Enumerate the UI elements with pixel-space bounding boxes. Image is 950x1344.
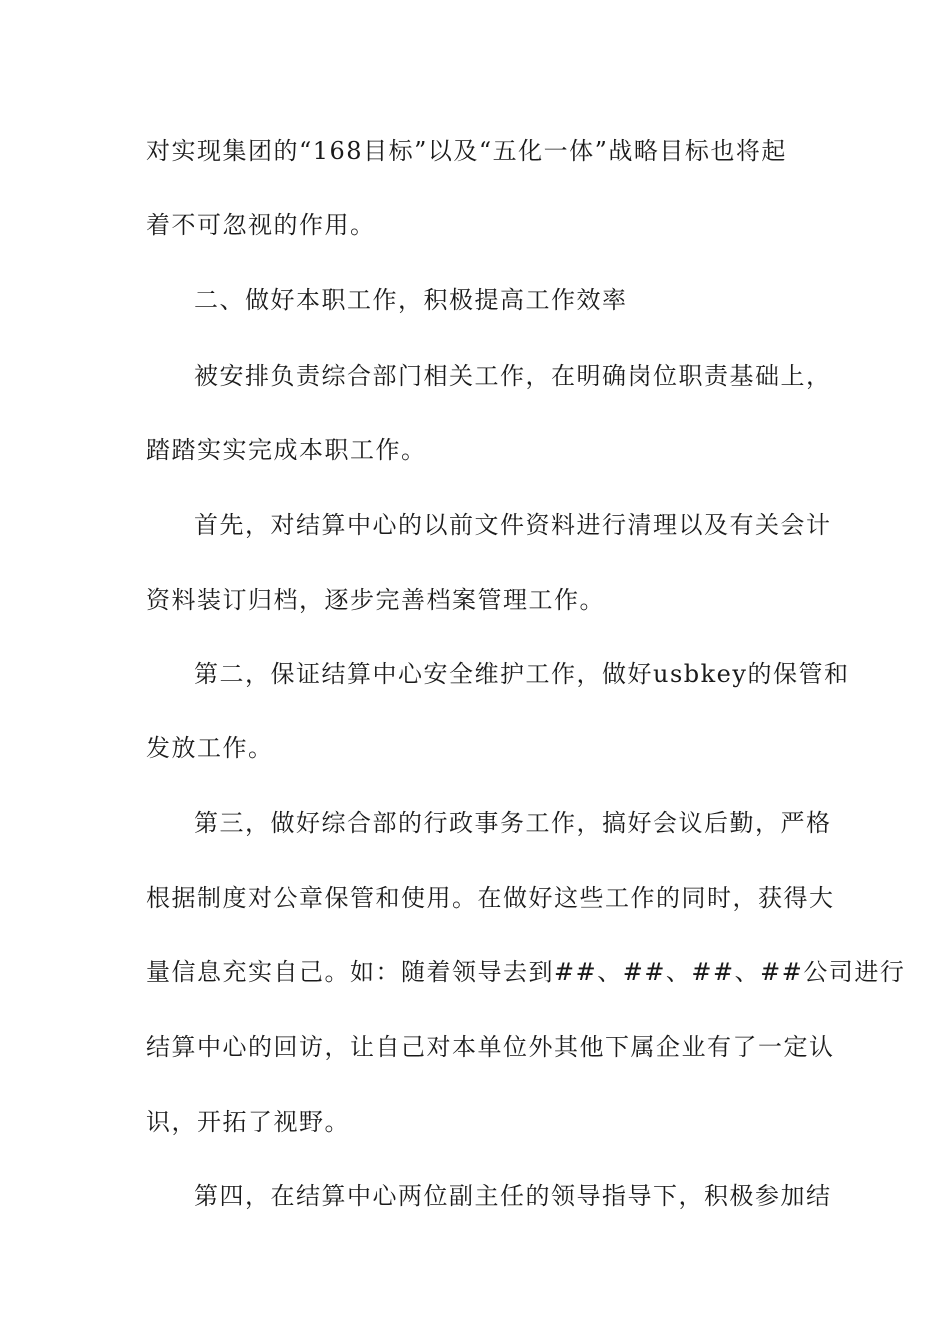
text-line: 量信息充实自己。如：随着领导去到##、##、##、##公司进行 bbox=[146, 958, 906, 986]
text-line: 首先，对结算中心的以前文件资料进行清理以及有关会计 bbox=[194, 511, 832, 539]
text-line: 第二，保证结算中心安全维护工作，做好usbkey的保管和 bbox=[194, 660, 850, 688]
text-line: 结算中心的回访，让自己对本单位外其他下属企业有了一定认 bbox=[146, 1033, 835, 1061]
section-heading: 二、做好本职工作，积极提高工作效率 bbox=[194, 286, 628, 314]
text-line: 资料装订归档，逐步完善档案管理工作。 bbox=[146, 586, 605, 614]
text-line: 识，开拓了视野。 bbox=[146, 1108, 350, 1136]
text-line: 踏踏实实完成本职工作。 bbox=[146, 436, 427, 464]
text-line: 对实现集团的“168目标”以及“五化一体”战略目标也将起 bbox=[146, 137, 787, 165]
text-line: 被安排负责综合部门相关工作，在明确岗位职责基础上， bbox=[194, 362, 832, 390]
text-line: 根据制度对公章保管和使用。在做好这些工作的同时，获得大 bbox=[146, 884, 835, 912]
text-line: 第四，在结算中心两位副主任的领导指导下，积极参加结 bbox=[194, 1182, 832, 1210]
text-line: 着不可忽视的作用。 bbox=[146, 211, 376, 239]
text-line: 发放工作。 bbox=[146, 734, 274, 762]
text-line: 第三，做好综合部的行政事务工作，搞好会议后勤，严格 bbox=[194, 809, 832, 837]
